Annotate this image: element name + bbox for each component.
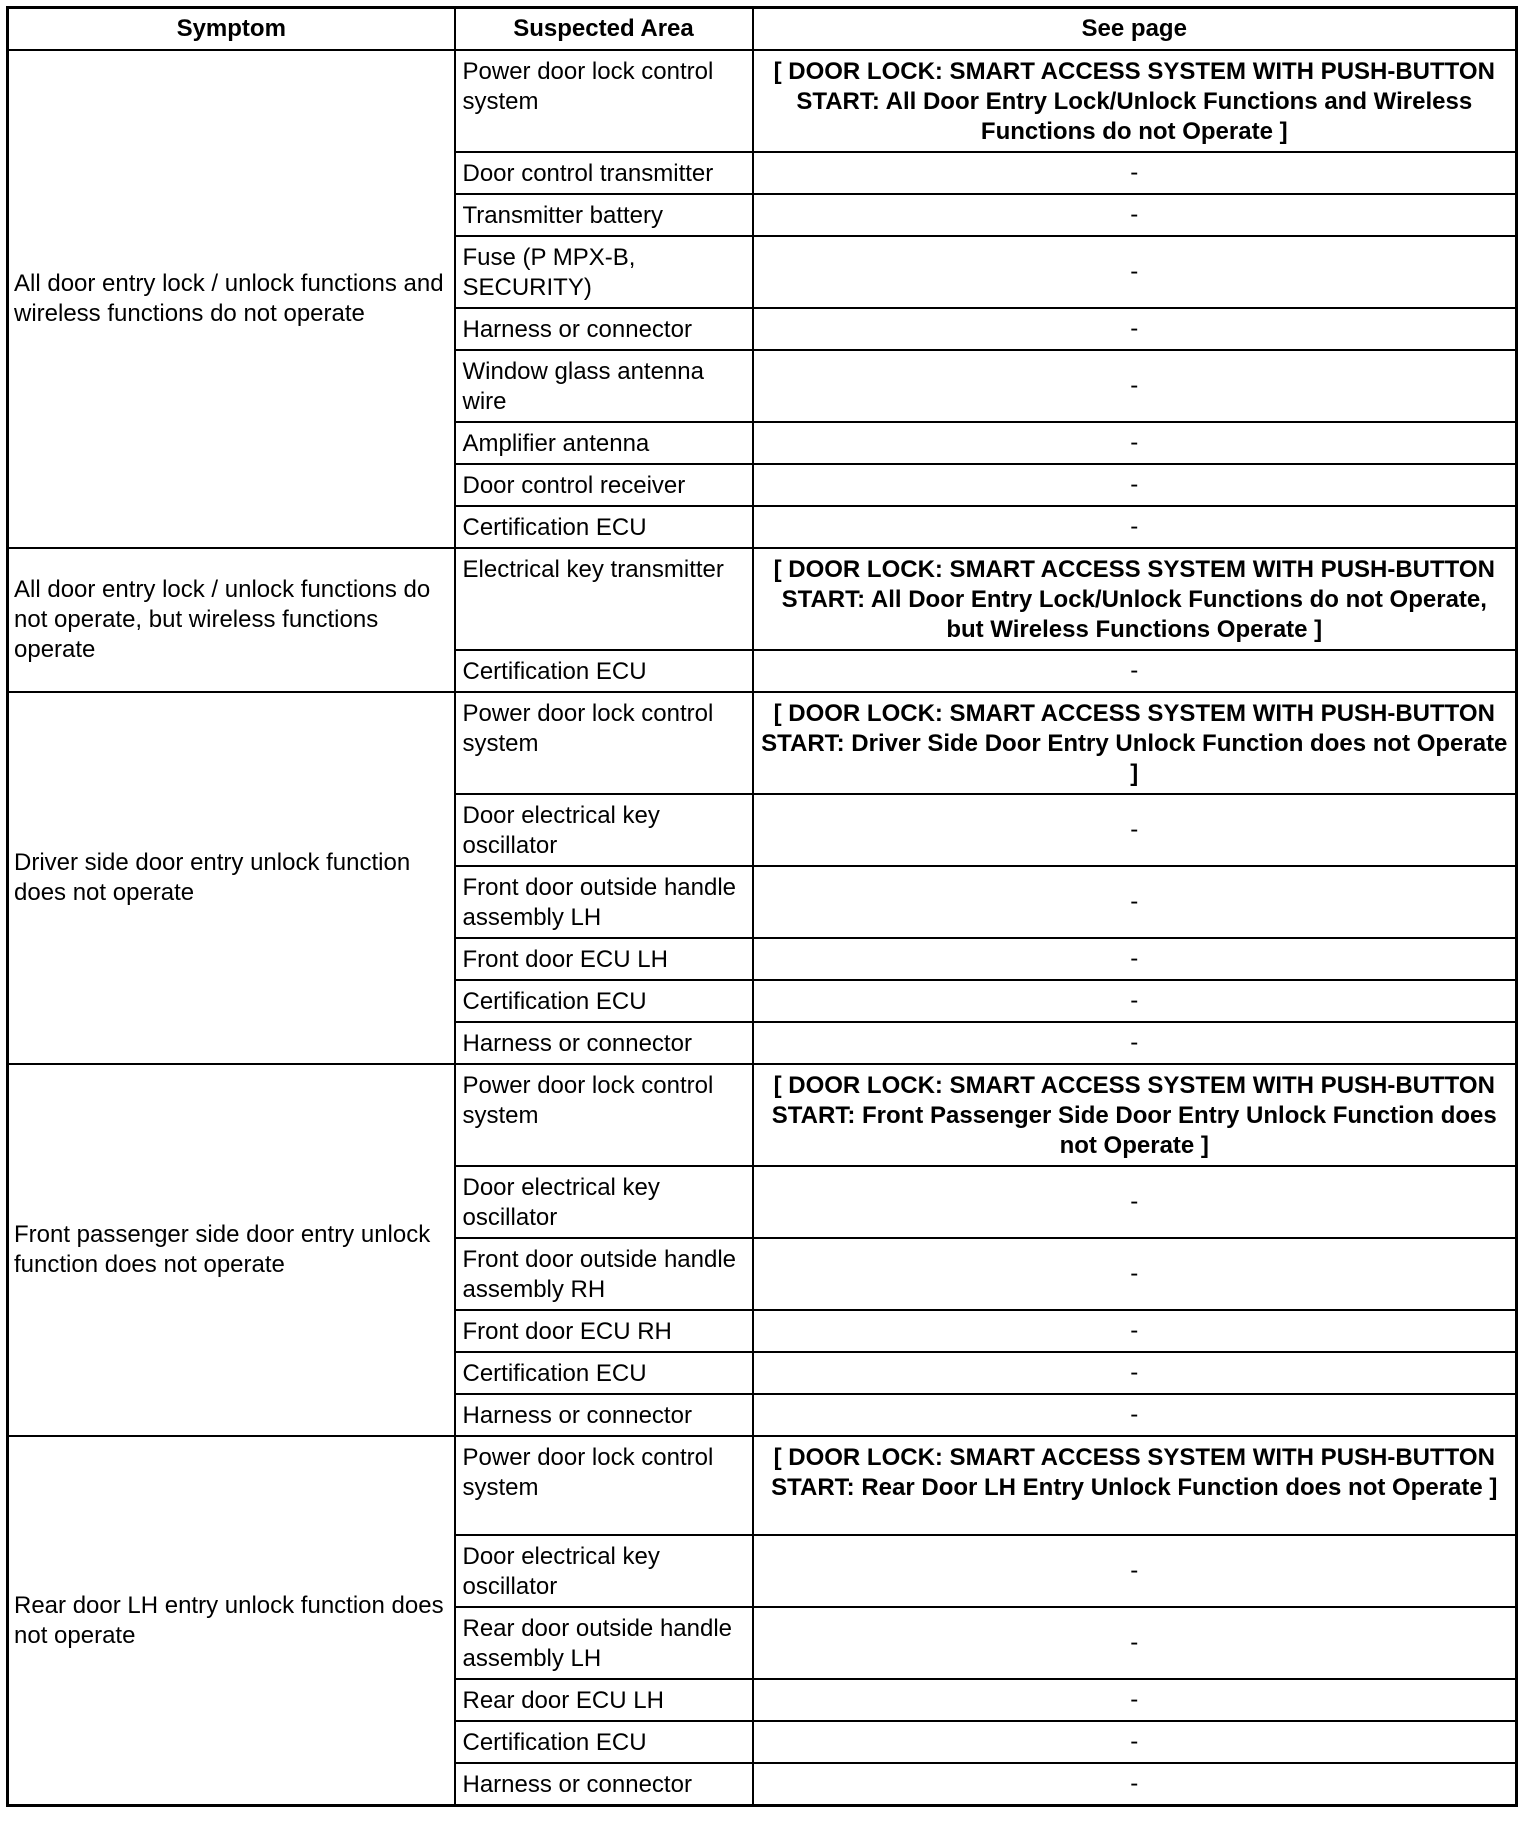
suspected-area-cell: Harness or connector <box>455 1022 753 1064</box>
see-page-cell: - <box>753 794 1517 866</box>
see-page-cell: - <box>753 194 1517 236</box>
suspected-area-cell: Certification ECU <box>455 1352 753 1394</box>
suspected-area-cell: Door electrical key oscillator <box>455 1535 753 1607</box>
see-page-cell: - <box>753 866 1517 938</box>
see-page-link[interactable]: [ DOOR LOCK: SMART ACCESS SYSTEM WITH PUSH-BUTTON START: Driver Side Door Entry Unlock Function does not Operate ] <box>753 692 1517 794</box>
header-symptom: Symptom <box>8 8 455 51</box>
suspected-area-cell: Front door outside handle assembly LH <box>455 866 753 938</box>
see-page-cell: - <box>753 1166 1517 1238</box>
see-page-cell: - <box>753 1394 1517 1436</box>
see-page-cell: - <box>753 1607 1517 1679</box>
header-see-page: See page <box>753 8 1517 51</box>
suspected-area-cell: Transmitter battery <box>455 194 753 236</box>
see-page-cell: - <box>753 980 1517 1022</box>
problem-symptoms-table <box>6 6 1518 1807</box>
suspected-area-cell: Power door lock control system <box>455 50 753 152</box>
symptom-cell: Rear door LH entry unlock function does not operate <box>8 1436 455 1806</box>
see-page-link[interactable]: [ DOOR LOCK: SMART ACCESS SYSTEM WITH PUSH-BUTTON START: All Door Entry Lock/Unlock Functions do not Operate, but Wireless Functions Operate ] <box>753 548 1517 650</box>
table-row <box>8 50 1517 152</box>
suspected-area-cell: Window glass antenna wire <box>455 350 753 422</box>
suspected-area-cell: Power door lock control system <box>455 1064 753 1166</box>
suspected-area-cell: Harness or connector <box>455 1763 753 1806</box>
see-page-link[interactable]: [ DOOR LOCK: SMART ACCESS SYSTEM WITH PUSH-BUTTON START: Rear Door LH Entry Unlock Function does not Operate ] <box>753 1436 1517 1535</box>
see-page-cell: - <box>753 464 1517 506</box>
header-suspected-area: Suspected Area <box>455 8 753 51</box>
see-page-cell: - <box>753 236 1517 308</box>
see-page-cell: - <box>753 1238 1517 1310</box>
table-row <box>8 1436 1517 1535</box>
suspected-area-cell: Front door outside handle assembly RH <box>455 1238 753 1310</box>
suspected-area-cell: Certification ECU <box>455 1721 753 1763</box>
table-row <box>8 692 1517 794</box>
header-row <box>8 8 1517 51</box>
symptom-cell: All door entry lock / unlock functions do not operate, but wireless functions operate <box>8 548 455 692</box>
suspected-area-cell: Front door ECU RH <box>455 1310 753 1352</box>
see-page-cell: - <box>753 650 1517 692</box>
suspected-area-cell: Rear door ECU LH <box>455 1679 753 1721</box>
see-page-link[interactable]: [ DOOR LOCK: SMART ACCESS SYSTEM WITH PUSH-BUTTON START: All Door Entry Lock/Unlock Functions and Wireless Functions do not Operate ] <box>753 50 1517 152</box>
see-page-cell: - <box>753 1763 1517 1806</box>
suspected-area-cell: Fuse (P MPX-B, SECURITY) <box>455 236 753 308</box>
see-page-link[interactable]: [ DOOR LOCK: SMART ACCESS SYSTEM WITH PUSH-BUTTON START: Front Passenger Side Door Entry Unlock Function does not Operate ] <box>753 1064 1517 1166</box>
symptom-cell: Front passenger side door entry unlock function does not operate <box>8 1064 455 1436</box>
suspected-area-cell: Front door ECU LH <box>455 938 753 980</box>
suspected-area-cell: Certification ECU <box>455 506 753 548</box>
troubleshooting-table-wrapper <box>6 6 1515 1807</box>
suspected-area-cell: Door control receiver <box>455 464 753 506</box>
see-page-cell: - <box>753 1721 1517 1763</box>
see-page-cell: - <box>753 1535 1517 1607</box>
see-page-cell: - <box>753 1352 1517 1394</box>
suspected-area-cell: Door electrical key oscillator <box>455 1166 753 1238</box>
see-page-cell: - <box>753 152 1517 194</box>
see-page-cell: - <box>753 350 1517 422</box>
symptom-cell: All door entry lock / unlock functions and wireless functions do not operate <box>8 50 455 548</box>
suspected-area-cell: Door electrical key oscillator <box>455 794 753 866</box>
table-row <box>8 1064 1517 1166</box>
suspected-area-cell: Power door lock control system <box>455 692 753 794</box>
suspected-area-cell: Door control transmitter <box>455 152 753 194</box>
see-page-cell: - <box>753 422 1517 464</box>
table-row <box>8 548 1517 650</box>
suspected-area-cell: Rear door outside handle assembly LH <box>455 1607 753 1679</box>
suspected-area-cell: Certification ECU <box>455 980 753 1022</box>
suspected-area-cell: Harness or connector <box>455 308 753 350</box>
see-page-cell: - <box>753 938 1517 980</box>
see-page-cell: - <box>753 1310 1517 1352</box>
table-body <box>8 50 1517 1806</box>
suspected-area-cell: Certification ECU <box>455 650 753 692</box>
see-page-cell: - <box>753 1022 1517 1064</box>
see-page-cell: - <box>753 1679 1517 1721</box>
suspected-area-cell: Amplifier antenna <box>455 422 753 464</box>
see-page-cell: - <box>753 308 1517 350</box>
suspected-area-cell: Power door lock control system <box>455 1436 753 1535</box>
symptom-cell: Driver side door entry unlock function does not operate <box>8 692 455 1064</box>
suspected-area-cell: Electrical key transmitter <box>455 548 753 650</box>
see-page-cell: - <box>753 506 1517 548</box>
suspected-area-cell: Harness or connector <box>455 1394 753 1436</box>
